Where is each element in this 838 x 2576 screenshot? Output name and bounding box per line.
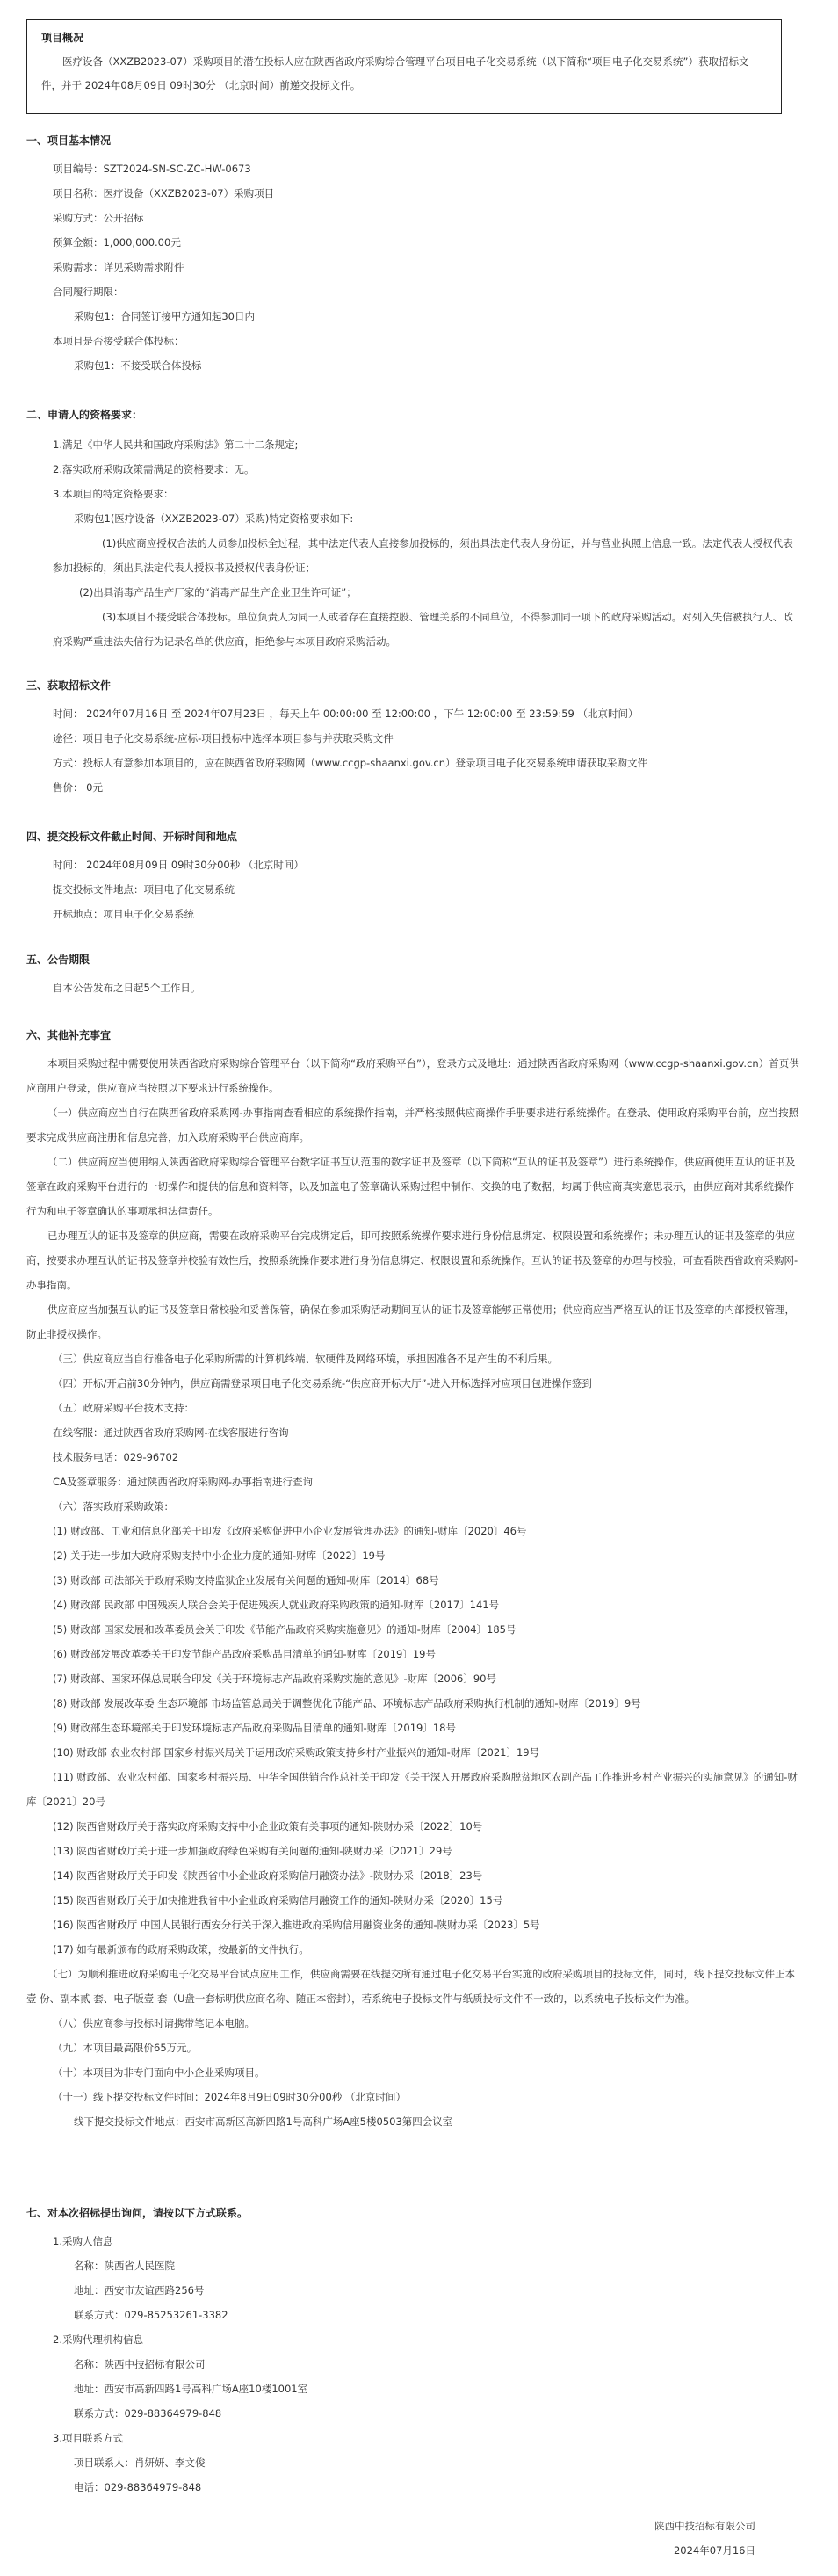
item-2-cert: 已办理互认的证书及签章的供应商，需要在政府采购平台完成绑定后，即可按照系统操作要求进行身份信息绑定、权限设置和系统操作；未办理互认的证书及签章的供应商，按要求办理互认的证书及签章并校验有效性后，按照系统操作要求进行身份信息绑定、权限设置和系统操作。互认的证书及签章的办理与校验，可查看陕西省政府采购网-办事指南。 xyxy=(26,1230,798,1291)
policy-list xyxy=(26,1519,799,1962)
qualification-line: 采购包1(医疗设备（XXZB2023-07）采购)特定资格要求如下: xyxy=(74,512,354,525)
notice-period: 自本公告发布之日起5个工作日。 xyxy=(53,982,201,994)
policy-item: (4) 财政部 民政部 中国残疾人联合会关于促进残疾人就业政府采购政策的通知-财库〔2017〕141号 xyxy=(53,1599,500,1611)
section-contacts xyxy=(26,2204,799,2500)
obtain-route: 途径：项目电子化交易系统-应标-项目投标中选择本项目参与并获取采购文件 xyxy=(53,732,394,744)
policy-item: (3) 财政部 司法部关于政府采购支持监狱企业发展有关问题的通知-财库〔2014〕68号 xyxy=(53,1574,439,1586)
policy-item: (8) 财政部 发展改革委 生态环境部 市场监管总局关于调整优化节能产品、环境标志产品政府采购执行机制的通知-财库〔2019〕9号 xyxy=(53,1697,641,1709)
contact-person: 项目联系人：肖妍妍、李文俊 xyxy=(74,2456,206,2469)
consortium-value: 采购包1：不接受联合体投标 xyxy=(74,359,202,372)
section-notice-period xyxy=(26,951,799,1000)
agency-address: 地址：西安市高新四路1号高科广场A座10楼1001室 xyxy=(74,2383,308,2395)
qualification-line: 3.本项目的特定资格要求： xyxy=(53,488,174,500)
qualification-line: 2.落实政府采购政策需满足的资格要求：无。 xyxy=(53,463,255,475)
policy-item: (10) 财政部 农业农村部 国家乡村振兴局关于运用政府采购政策支持乡村产业振兴的通知-财库〔2021〕19号 xyxy=(53,1746,540,1759)
item-11: （十一）线下提交投标文件时间：2024年8月9日09时30分00秒 （北京时间） xyxy=(53,2091,406,2103)
obtain-price: 售价： 0元 xyxy=(53,781,103,794)
policy-item: (6) 财政部发展改革委关于印发节能产品政府采购品目清单的通知-财库〔2019〕19号 xyxy=(53,1648,436,1660)
section-heading: 三、获取招标文件 xyxy=(26,679,112,692)
policy-item: (11) 财政部、农业农村部、国家乡村振兴局、中华全国供销合作总社关于印发《关于深入开展政府采购脱贫地区农副产品工作推进乡村产业振兴的实施意见》的通知-财库〔2021〕20号 xyxy=(26,1771,798,1808)
contract-period-label: 合同履行期限： xyxy=(53,286,124,298)
section-basic-info xyxy=(26,132,799,378)
procurement-requirement: 采购需求：详见采购需求附件 xyxy=(53,261,184,273)
opening-place: 开标地点：项目电子化交易系统 xyxy=(53,908,194,920)
item-5: （五）政府采购平台技术支持： xyxy=(53,1402,194,1414)
obtain-method: 方式：投标人有意参加本项目的，应在陕西省政府采购网（www.ccgp-shaanxi.gov.cn）登录项目电子化交易系统申请获取采购文件 xyxy=(53,757,648,769)
support-line: 技术服务电话：029-96702 xyxy=(53,1451,179,1463)
obtain-time: 时间： 2024年07月16日 至 2024年07月23日 ，每天上午 00:00:00 至 12:00:00 ，下午 12:00:00 至 23:59:59 （北京时间） xyxy=(53,707,639,720)
item-2: （二）供应商应当使用纳入陕西省政府采购综合管理平台数字证书互认范围的数字证书及签章（以下简称“互认的证书及签章”）进行系统操作。供应商使用互认的证书及签章在政府采购平台进行的一切操作和提供的信息和资料等，以及加盖电子签章确认采购过程中制作、交换的电子数据，均属于供应商真实意思表示，由供应商对其系统操作行为和电子签章确认的事项承担法律责任。 xyxy=(26,1156,796,1217)
section-heading: 七、对本次招标提出询问，请按以下方式联系。 xyxy=(26,2207,249,2219)
signature-org: 陕西中技招标有限公司 xyxy=(654,2520,755,2532)
procurement-method: 采购方式：公开招标 xyxy=(53,212,144,224)
policy-item: (7) 财政部、国家环保总局联合印发《关于环境标志产品政府采购实施的意见》-财库〔2006〕90号 xyxy=(53,1673,496,1685)
section-heading: 二、申请人的资格要求： xyxy=(26,409,143,421)
policy-item: (13) 陕西省财政厅关于进一步加强政府绿色采购有关问题的通知-陕财办采〔2021〕29号 xyxy=(53,1845,452,1857)
item-7: （七）为顺利推进政府采购电子化交易平台试点应用工作，供应商需要在线提交所有通过电子化交易平台实施的政府采购项目的投标文件，同时，线下提交投标文件正本 壹 份、副本贰 套、电子版壹 套（U盘一套标明供应商名称、随正本密封），若系统电子投标文件与纸质投标文件不一致的，以系统电子投标文件为准。 xyxy=(26,1968,795,2005)
platform-intro: 本项目采购过程中需要使用陕西省政府采购综合管理平台（以下简称“政府采购平台”），登录方式及地址：通过陕西省政府采购网（www.ccgp-shaanxi.gov.cn）首页供应商用户登录，供应商应当按照以下要求进行系统操作。 xyxy=(26,1057,799,1094)
item-2-care: 供应商应当加强互认的证书及签章日常校验和妥善保管，确保在参加采购活动期间互认的证书及签章能够正常使用；供应商应当严格互认的证书及签章的内部授权管理，防止非授权操作。 xyxy=(26,1303,795,1340)
agency-phone: 联系方式：029-88364979-848 xyxy=(74,2407,222,2420)
purchaser-name: 名称：陕西省人民医院 xyxy=(74,2260,175,2272)
policy-item: (2) 关于进一步加大政府采购支持中小企业力度的通知-财库〔2022〕19号 xyxy=(53,1549,386,1562)
qualification-para: (3)本项目不接受联合体投标。单位负责人为同一人或者存在直接控股、管理关系的不同单位，不得参加同一项下的政府采购活动。对列入失信被执行人、政府采购严重违法失信行为记录名单的供应商，拒绝参与本项目政府采购活动。 xyxy=(53,611,793,648)
item-10: （十）本项目为非专门面向中小企业采购项目。 xyxy=(53,2066,265,2079)
agency-name: 名称：陕西中技招标有限公司 xyxy=(74,2358,206,2370)
policy-item: (15) 陕西省财政厅关于加快推进我省中小企业政府采购信用融资工作的通知-陕财办采〔2020〕15号 xyxy=(53,1894,503,1906)
section-obtain-documents xyxy=(26,677,799,800)
contact-title: 3.项目联系方式 xyxy=(53,2432,123,2444)
project-number: 项目编号：SZT2024-SN-SC-ZC-HW-0673 xyxy=(53,163,251,175)
qualification-line: 1.满足《中华人民共和国政府采购法》第二十二条规定; xyxy=(53,439,299,451)
item-1: （一）供应商应当自行在陕西省政府采购网-办事指南查看相应的系统操作指南，并严格按照供应商操作手册要求进行系统操作。在登录、使用政府采购平台前，应当按照要求完成供应商注册和信息完善，加入政府采购平台供应商库。 xyxy=(26,1107,799,1143)
budget-amount: 预算金额：1,000,000.00元 xyxy=(53,236,181,249)
section-deadline xyxy=(26,828,799,926)
purchaser-title: 1.采购人信息 xyxy=(53,2235,113,2247)
item-3: （三）供应商应当自行准备电子化采购所需的计算机终端、软硬件及网络环境，承担因准备不足产生的不利后果。 xyxy=(53,1353,558,1365)
policy-item: (5) 财政部 国家发展和改革委员会关于印发《节能产品政府采购实施意见》的通知-财库〔2004〕185号 xyxy=(53,1623,517,1636)
deadline-time: 时间： 2024年08月09日 09时30分00秒 （北京时间） xyxy=(53,859,304,871)
offline-place: 线下提交投标文件地点：西安市高新区高新四路1号高科广场A座5楼0503第四会议室 xyxy=(74,2115,453,2128)
section-heading: 一、项目基本情况 xyxy=(26,134,112,147)
section-heading: 六、其他补充事宜 xyxy=(26,1029,112,1041)
contact-phone: 电话：029-88364979-848 xyxy=(74,2481,202,2493)
item-4: （四）开标/开启前30分钟内，供应商需登录项目电子化交易系统-“供应商开标大厅”-进入开标选择对应项目包进操作签到 xyxy=(53,1377,592,1390)
item-8: （八）供应商参与投标时请携带笔记本电脑。 xyxy=(53,2017,255,2029)
submission-place: 提交投标文件地点：项目电子化交易系统 xyxy=(53,883,235,896)
purchaser-phone: 联系方式：029-85253261-3382 xyxy=(74,2309,228,2321)
section-qualifications xyxy=(26,406,799,654)
item-9: （九）本项目最高限价65万元。 xyxy=(53,2042,198,2054)
support-line: CA及签章服务：通过陕西省政府采购网-办事指南进行查询 xyxy=(53,1476,314,1488)
policy-item: (12) 陕西省财政厅关于落实政府采购支持中小企业政策有关事项的通知-陕财办采〔2022〕10号 xyxy=(53,1820,483,1832)
item-6: （六）落实政府采购政策： xyxy=(53,1500,174,1513)
signature-block xyxy=(26,2514,799,2563)
project-summary-box xyxy=(26,19,782,114)
section-other-matters xyxy=(26,1027,799,2134)
policy-item: (17) 如有最新颁布的政府采购政策，按最新的文件执行。 xyxy=(53,1943,309,1956)
consortium-label: 本项目是否接受联合体投标： xyxy=(53,335,184,347)
summary-title: 项目概况 xyxy=(41,32,84,44)
policy-item: (14) 陕西省财政厅关于印发《陕西省中小企业政府采购信用融资办法》-陕财办采〔2018〕23号 xyxy=(53,1869,483,1882)
signature-date: 2024年07月16日 xyxy=(673,2544,755,2557)
qualification-para: (1)供应商应授权合法的人员参加投标全过程，其中法定代表人直接参加投标的，须出具法定代表人身份证，并与营业执照上信息一致。法定代表人授权代表参加投标的，须出具法定代表人授权书及授权代表身份证； xyxy=(53,537,793,574)
summary-text: 医疗设备（XXZB2023-07）采购项目的潜在投标人应在陕西省政府采购综合管理平台项目电子化交易系统（以下简称“项目电子化交易系统”）获取招标文件，并于 2024年08月09日 09时30分 （北京时间）前递交投标文件。 xyxy=(41,55,749,91)
policy-item: (1) 财政部、工业和信息化部关于印发《政府采购促进中小企业发展管理办法》的通知-财库〔2020〕46号 xyxy=(53,1525,527,1537)
agency-title: 2.采购代理机构信息 xyxy=(53,2333,143,2346)
purchaser-address: 地址：西安市友谊西路256号 xyxy=(74,2284,205,2297)
support-line: 在线客服：通过陕西省政府采购网-在线客服进行咨询 xyxy=(53,1426,289,1439)
policy-item: (9) 财政部生态环境部关于印发环境标志产品政府采购品目清单的通知-财库〔2019〕18号 xyxy=(53,1722,456,1734)
contract-period-value: 采购包1：合同签订接甲方通知起30日内 xyxy=(74,310,255,323)
policy-item: (16) 陕西省财政厅 中国人民银行西安分行关于深入推进政府采购信用融资业务的通知-陕财办采〔2023〕5号 xyxy=(53,1919,540,1931)
project-name: 项目名称：医疗设备（XXZB2023-07）采购项目 xyxy=(53,187,275,200)
section-heading: 五、公告期限 xyxy=(26,954,90,966)
qualification-line: (2)出具消毒产品生产厂家的“消毒产品生产企业卫生许可证”； xyxy=(79,586,357,599)
section-heading: 四、提交投标文件截止时间、开标时间和地点 xyxy=(26,831,238,843)
